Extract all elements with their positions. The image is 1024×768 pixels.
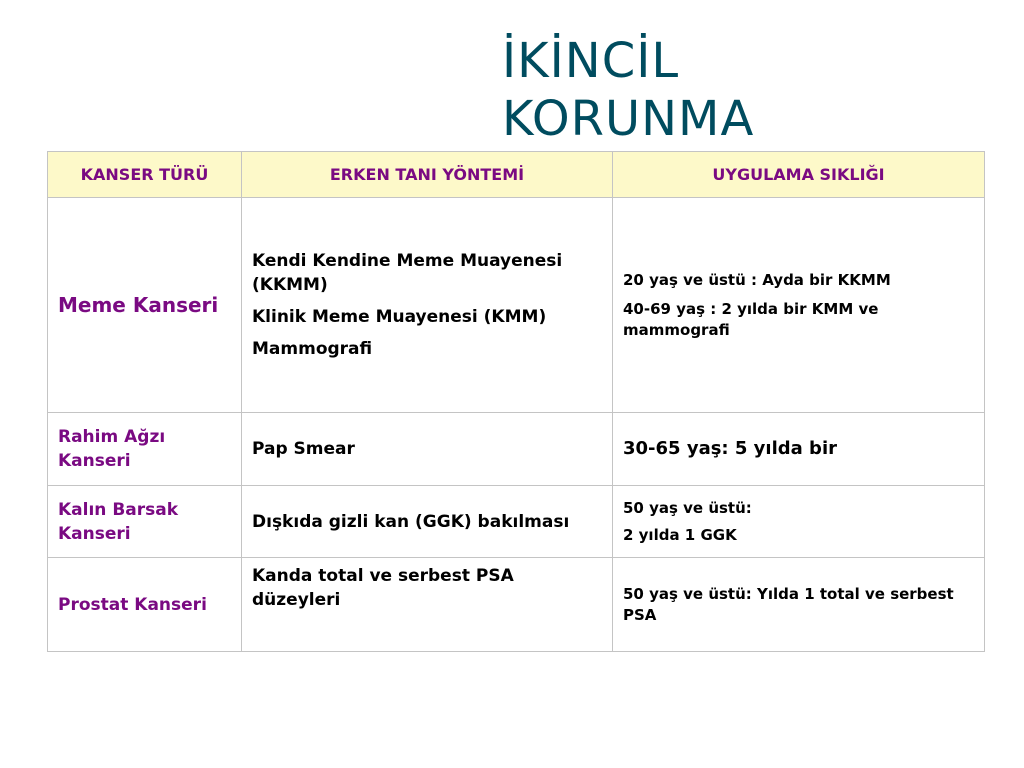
method-cell <box>242 486 613 558</box>
cancer-type-cell: Kalın Barsak Kanseri <box>48 486 242 558</box>
table-header-row <box>48 152 985 198</box>
cancer-type-cell: Rahim Ağzı Kanseri <box>48 413 242 486</box>
table-row <box>48 486 985 558</box>
method-item: Klinik Meme Muayenesi (KMM) <box>252 307 547 327</box>
method-item: Mammografi <box>252 339 373 359</box>
method-item: Pap Smear <box>252 439 355 459</box>
method-item: Kendi Kendine Meme Muayenesi (KKMM) <box>252 251 563 295</box>
cancer-type-cell: Prostat Kanseri <box>48 558 242 652</box>
method-item: Kanda total ve serbest PSA düzeyleri <box>252 566 514 610</box>
cancer-type-cell: Meme Kanseri <box>48 198 242 413</box>
method-cell <box>242 558 613 652</box>
frequency-cell <box>613 558 985 652</box>
table-row <box>48 198 985 413</box>
frequency-item: 40-69 yaş : 2 yılda bir KMM ve mammografi <box>623 299 879 339</box>
method-cell <box>242 198 613 413</box>
frequency-cell <box>613 486 985 558</box>
title-line-2: KORUNMA <box>502 91 755 147</box>
frequency-item: 20 yaş ve üstü : Ayda bir KKMM <box>623 270 891 289</box>
frequency-item: 50 yaş ve üstü: Yılda 1 total ve serbest PSA <box>623 584 954 624</box>
header-cancer-type: KANSER TÜRÜ <box>48 152 242 198</box>
frequency-cell <box>613 413 985 486</box>
method-cell <box>242 413 613 486</box>
screening-table <box>47 151 985 652</box>
frequency-item: 50 yaş ve üstü: <box>623 498 752 517</box>
page-title <box>502 32 754 148</box>
method-item: Dışkıda gizli kan (GGK) bakılması <box>252 511 570 532</box>
frequency-item: 30-65 yaş: 5 yılda bir <box>623 438 837 459</box>
frequency-cell <box>613 198 985 413</box>
table-row <box>48 413 985 486</box>
frequency-item: 2 yılda 1 GGK <box>623 525 737 544</box>
header-method: ERKEN TANI YÖNTEMİ <box>242 152 613 198</box>
table-row <box>48 558 985 652</box>
header-frequency: UYGULAMA SIKLIĞI <box>613 152 985 198</box>
title-line-1: İKİNCİL <box>502 33 680 89</box>
